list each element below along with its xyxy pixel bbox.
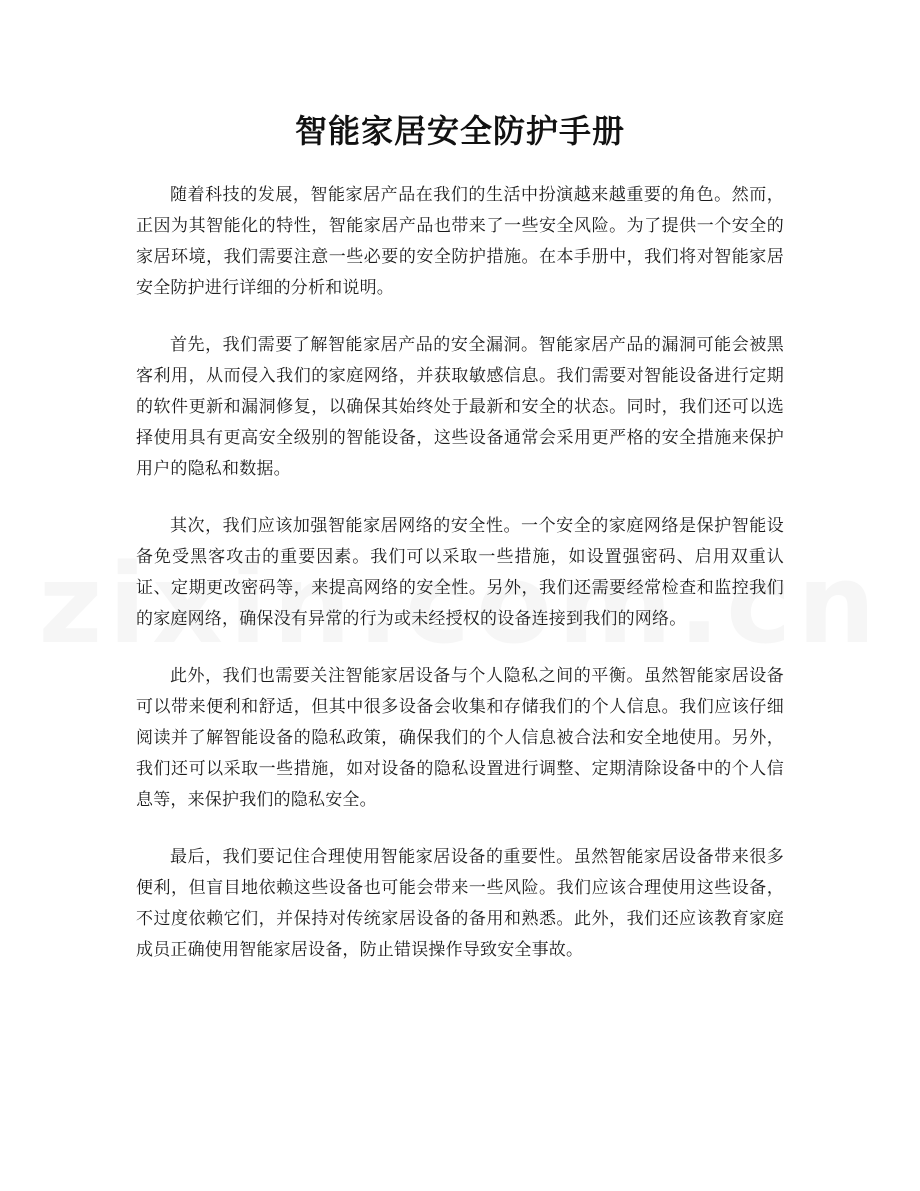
- paragraph-reasonable-use: 最后，我们要记住合理使用智能家居设备的重要性。虽然智能家居设备带来很多便利，但盲目地依赖这些设备也可能会带来一些风险。我们应该合理使用这些设备，不过度依赖它们，并保持对传统家居设备的备用和熟悉。此外，我们还应该教育家庭成员正确使用智能家居设备，防止错误操作导致安全事故。: [136, 847, 784, 960]
- paragraph-vulnerabilities: 首先，我们需要了解智能家居产品的安全漏洞。智能家居产品的漏洞可能会被黑客利用，从而侵入我们的家庭网络，并获取敏感信息。我们需要对智能设备进行定期的软件更新和漏洞修复，以确保其始终处于最新和安全的状态。同时，我们还可以选择使用具有更高安全级别的智能设备，这些设备通常会采用更严格的安全措施来保护用户的隐私和数据。: [136, 335, 784, 479]
- paragraph-intro: 随着科技的发展，智能家居产品在我们的生活中扮演越来越重要的角色。然而，正因为其智能化的特性，智能家居产品也带来了一些安全风险。为了提供一个安全的家居环境，我们需要注意一些必要的安全防护措施。在本手册中，我们将对智能家居安全防护进行详细的分析和说明。: [136, 185, 784, 298]
- paragraph-privacy: 此外，我们也需要关注智能家居设备与个人隐私之间的平衡。虽然智能家居设备可以带来便利和舒适，但其中很多设备会收集和存储我们的个人信息。我们应该仔细阅读并了解智能设备的隐私政策，确保我们的个人信息被合法和安全地使用。另外，我们还可以采取一些措施，如对设备的隐私设置进行调整、定期清除设备中的个人信息等，来保护我们的隐私安全。: [136, 666, 784, 810]
- document-body: [136, 180, 784, 992]
- paragraph-network-security: 其次，我们应该加强智能家居网络的安全性。一个安全的家庭网络是保护智能设备免受黑客攻击的重要因素。我们可以采取一些措施，如设置强密码、启用双重认证、定期更改密码等，来提高网络的安全性。另外，我们还需要经常检查和监控我们的家庭网络，确保没有异常的行为或未经授权的设备连接到我们的网络。: [136, 516, 784, 629]
- document-title: 智能家居安全防护手册: [294, 112, 625, 150]
